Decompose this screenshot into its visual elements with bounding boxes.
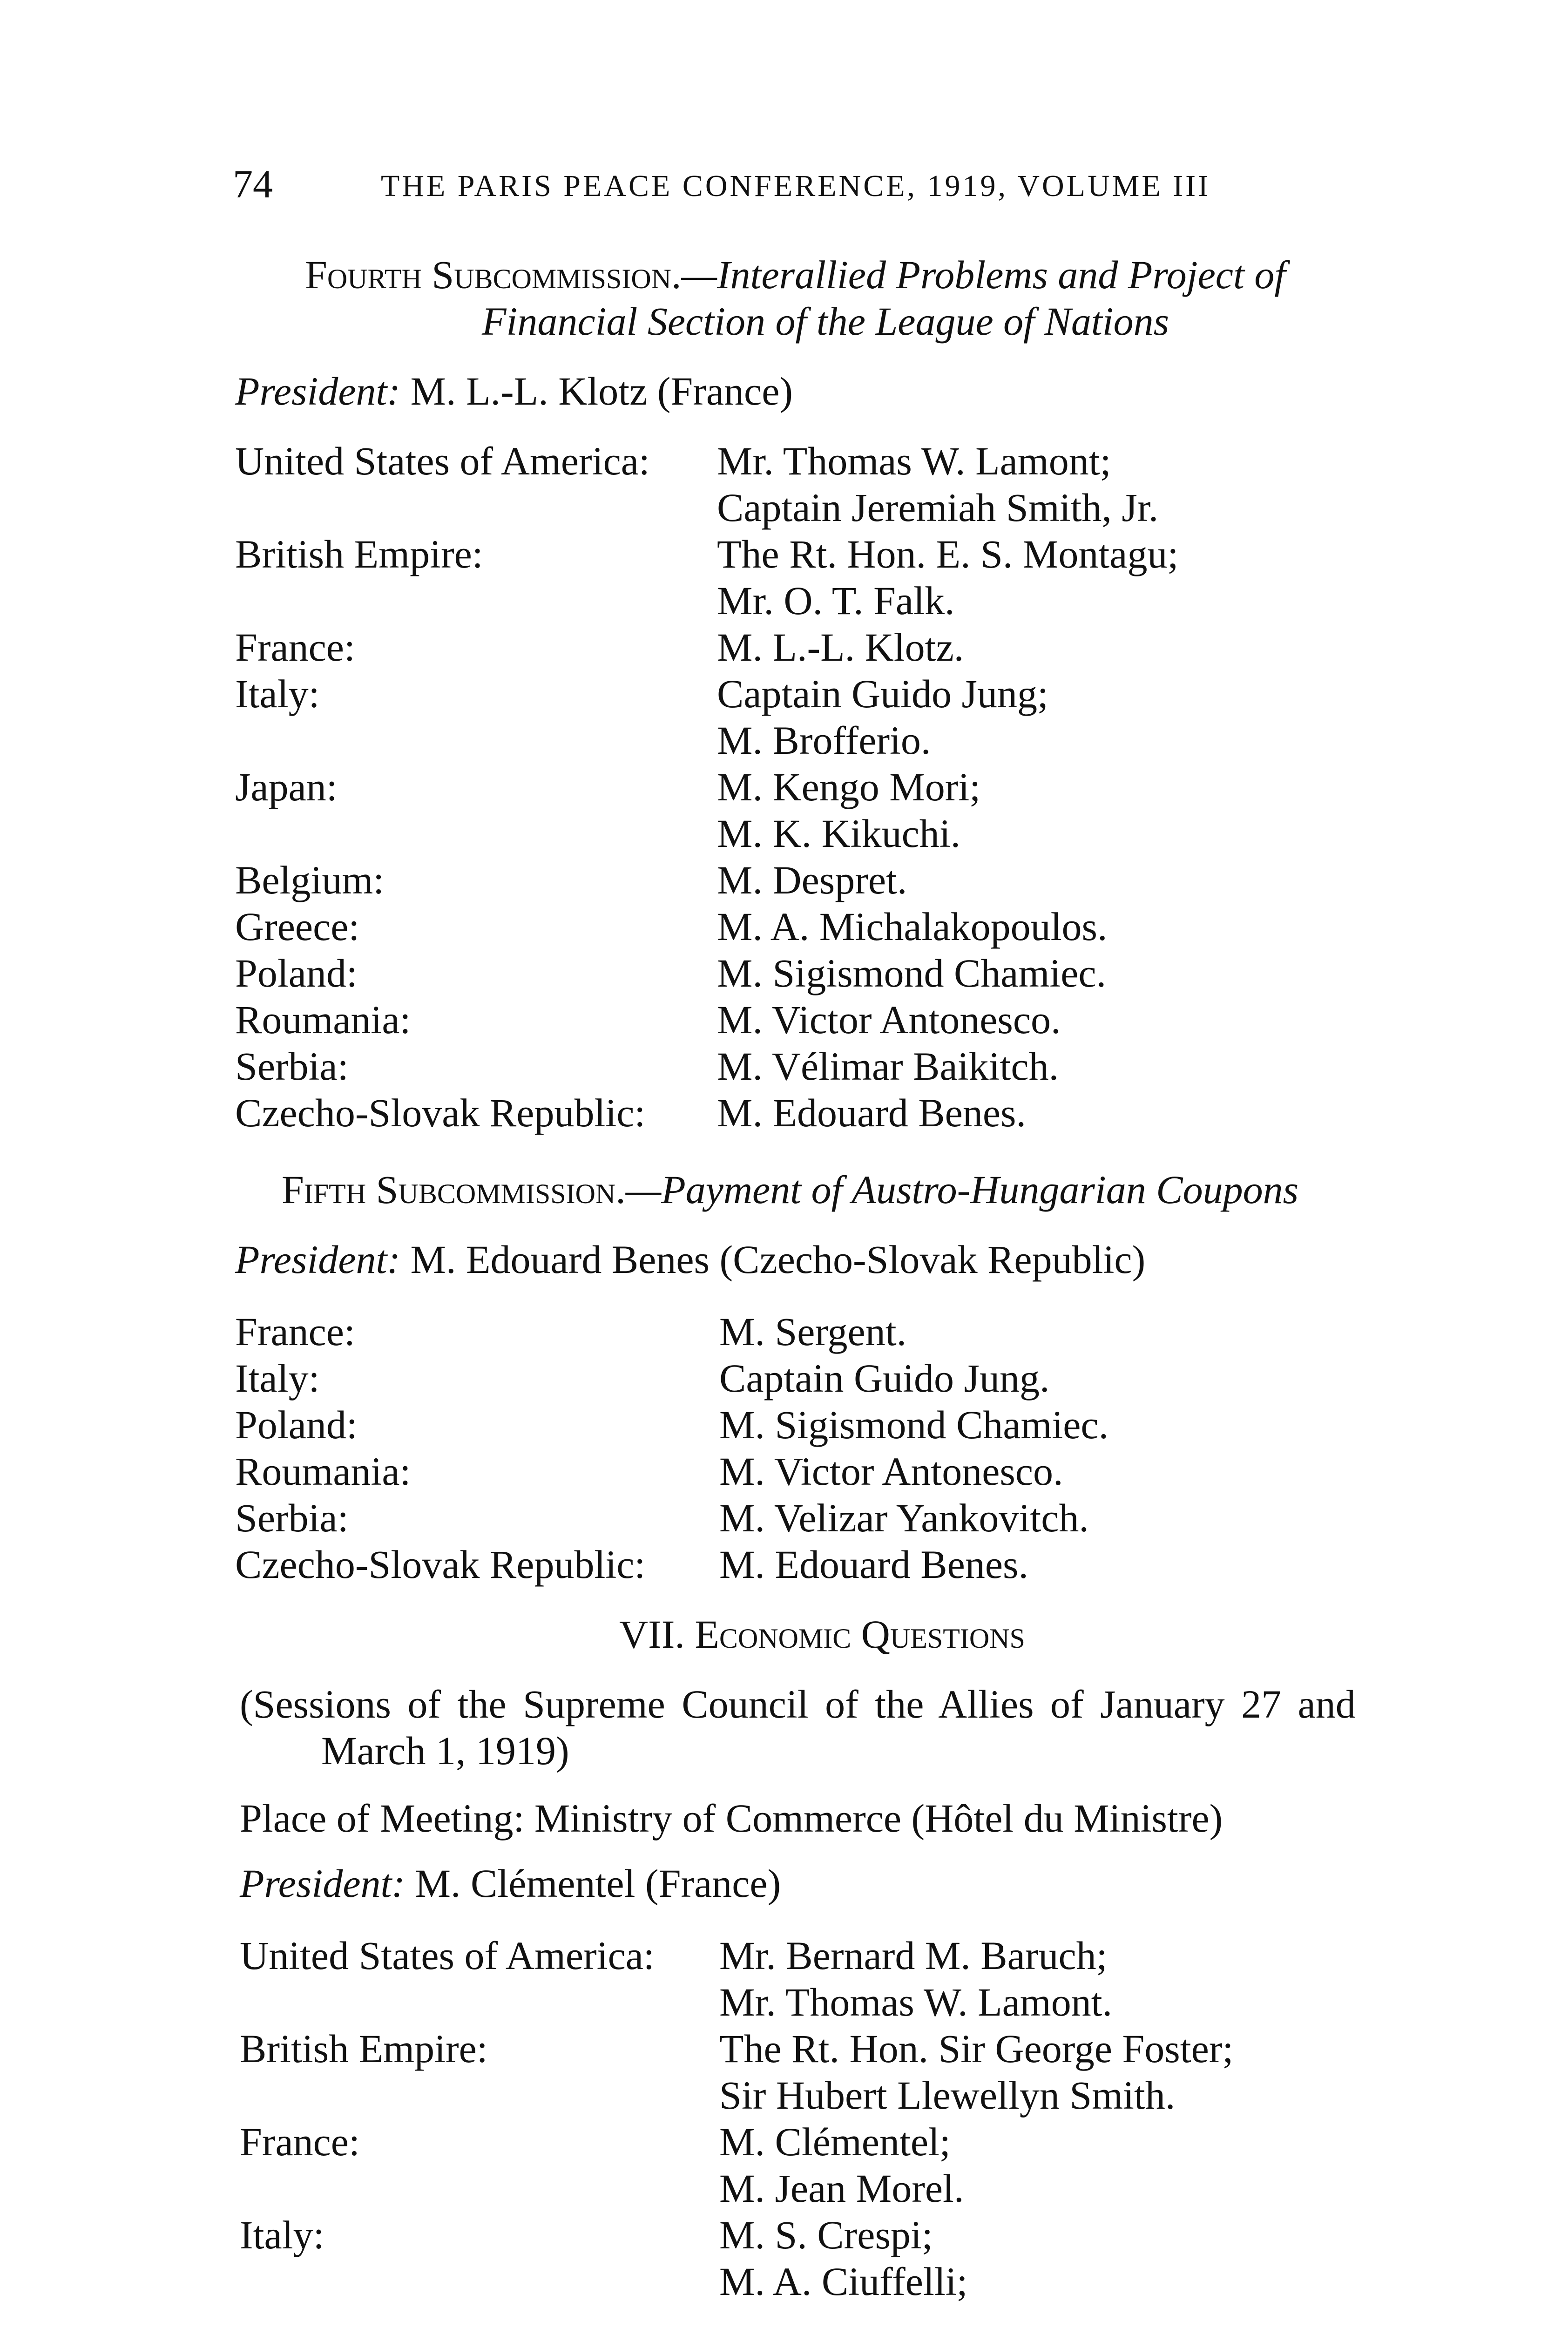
roster-country: Serbia: (235, 1496, 349, 1540)
roster-member: M. Victor Antonesco. (717, 997, 1061, 1042)
roster-country: Belgium: (235, 858, 385, 902)
sessions-line-cont: March 1, 1919) (321, 1728, 569, 1773)
roster-member: M. Edouard Benes. (719, 1542, 1028, 1587)
sessions-line: (Sessions of the Supreme Council of the Allies of January 27 and (240, 1682, 1356, 1726)
roster-country: Czecho-Slovak Republic: (235, 1090, 646, 1135)
roster-member: M. Kengo Mori; (717, 765, 981, 809)
running-title: THE PARIS PEACE CONFERENCE, 1919, VOLUME III (381, 169, 1211, 203)
fourth-heading-title: Fourth Subcommission. (305, 252, 682, 297)
roster-member: M. L.-L. Klotz. (717, 625, 964, 670)
fourth-heading-subject: —Interallied Problems and Project of (681, 252, 1286, 297)
roster-member: Sir Hubert Llewellyn Smith. (719, 2073, 1176, 2118)
roster-member: M. A. Ciuffelli; (719, 2259, 968, 2304)
president-label: President: (235, 1237, 401, 1282)
fifth-heading-subject: —Payment of Austro-Hungarian Coupons (625, 1167, 1299, 1212)
roster-country: France: (235, 625, 355, 670)
roster-country: Roumania: (235, 1449, 411, 1494)
economic-questions-heading (619, 1611, 1025, 1658)
president-label: President: (240, 1861, 406, 1906)
roster-country: Roumania: (235, 997, 411, 1042)
roster-country: Japan: (235, 765, 338, 809)
roster-member: M. Brofferio. (717, 718, 931, 763)
roster-member: M. Sergent. (719, 1309, 907, 1354)
roster-member: M. K. Kikuchi. (717, 811, 961, 856)
roster-member: M. S. Crespi; (719, 2213, 933, 2257)
roster-member: M. Vélimar Baikitch. (717, 1044, 1059, 1089)
president-value: M. L.-L. Klotz (France) (410, 369, 793, 413)
economic-president-line (240, 1860, 781, 1907)
roster-member: The Rt. Hon. E. S. Montagu; (717, 532, 1179, 576)
roster-member: Mr. Thomas W. Lamont. (719, 1980, 1113, 2024)
roster-country: United States of America: (240, 1933, 655, 1978)
fourth-subcommission-heading (305, 251, 1285, 298)
president-label: President: (235, 369, 401, 413)
roster-member: M. Sigismond Chamiec. (717, 951, 1107, 995)
president-value: M. Edouard Benes (Czecho-Slovak Republic) (410, 1237, 1146, 1282)
roster-country: Italy: (235, 671, 320, 716)
section-number: VII. (619, 1612, 685, 1657)
page-number: 74 (233, 162, 273, 206)
roster-member: M. Edouard Benes. (717, 1090, 1026, 1135)
roster-country: France: (240, 2119, 360, 2164)
roster-member: Mr. Bernard M. Baruch; (719, 1933, 1108, 1978)
section-title: Economic Questions (695, 1612, 1025, 1657)
roster-member: Mr. O. T. Falk. (717, 578, 955, 623)
roster-member: M. Clémentel; (719, 2119, 951, 2164)
roster-member: The Rt. Hon. Sir George Foster; (719, 2026, 1234, 2071)
roster-country: British Empire: (235, 532, 483, 576)
roster-member: Mr. Thomas W. Lamont; (717, 439, 1111, 483)
fifth-heading-title: Fifth Subcommission. (282, 1167, 626, 1212)
roster-member: Captain Jeremiah Smith, Jr. (717, 485, 1159, 530)
roster-member: M. Jean Morel. (719, 2166, 964, 2211)
roster-member: M. Despret. (717, 858, 907, 902)
roster-country: Italy: (235, 1356, 320, 1401)
roster-country: Serbia: (235, 1044, 349, 1089)
roster-member: M. A. Michalakopoulos. (717, 904, 1108, 949)
roster-member: M. Victor Antonesco. (719, 1449, 1063, 1494)
roster-country: United States of America: (235, 439, 650, 483)
roster-country: Poland: (235, 1402, 358, 1447)
roster-country: Poland: (235, 951, 358, 995)
roster-country: Greece: (235, 904, 360, 949)
fourth-heading-subject-cont: Financial Section of the League of Nations (482, 299, 1169, 344)
roster-member: M. Velizar Yankovitch. (719, 1496, 1089, 1540)
place-of-meeting: Place of Meeting: Ministry of Commerce (Hôtel du Ministre) (240, 1796, 1223, 1841)
roster-member: Captain Guido Jung. (719, 1356, 1050, 1401)
president-value: M. Clémentel (France) (415, 1861, 781, 1906)
fourth-president-line (235, 368, 793, 414)
roster-country: France: (235, 1309, 355, 1354)
fifth-subcommission-heading (282, 1166, 1298, 1213)
roster-country: British Empire: (240, 2026, 488, 2071)
fifth-president-line (235, 1236, 1145, 1283)
roster-country: Italy: (240, 2213, 324, 2257)
roster-member: Captain Guido Jung; (717, 671, 1048, 716)
roster-member: M. Sigismond Chamiec. (719, 1402, 1109, 1447)
roster-country: Czecho-Slovak Republic: (235, 1542, 646, 1587)
